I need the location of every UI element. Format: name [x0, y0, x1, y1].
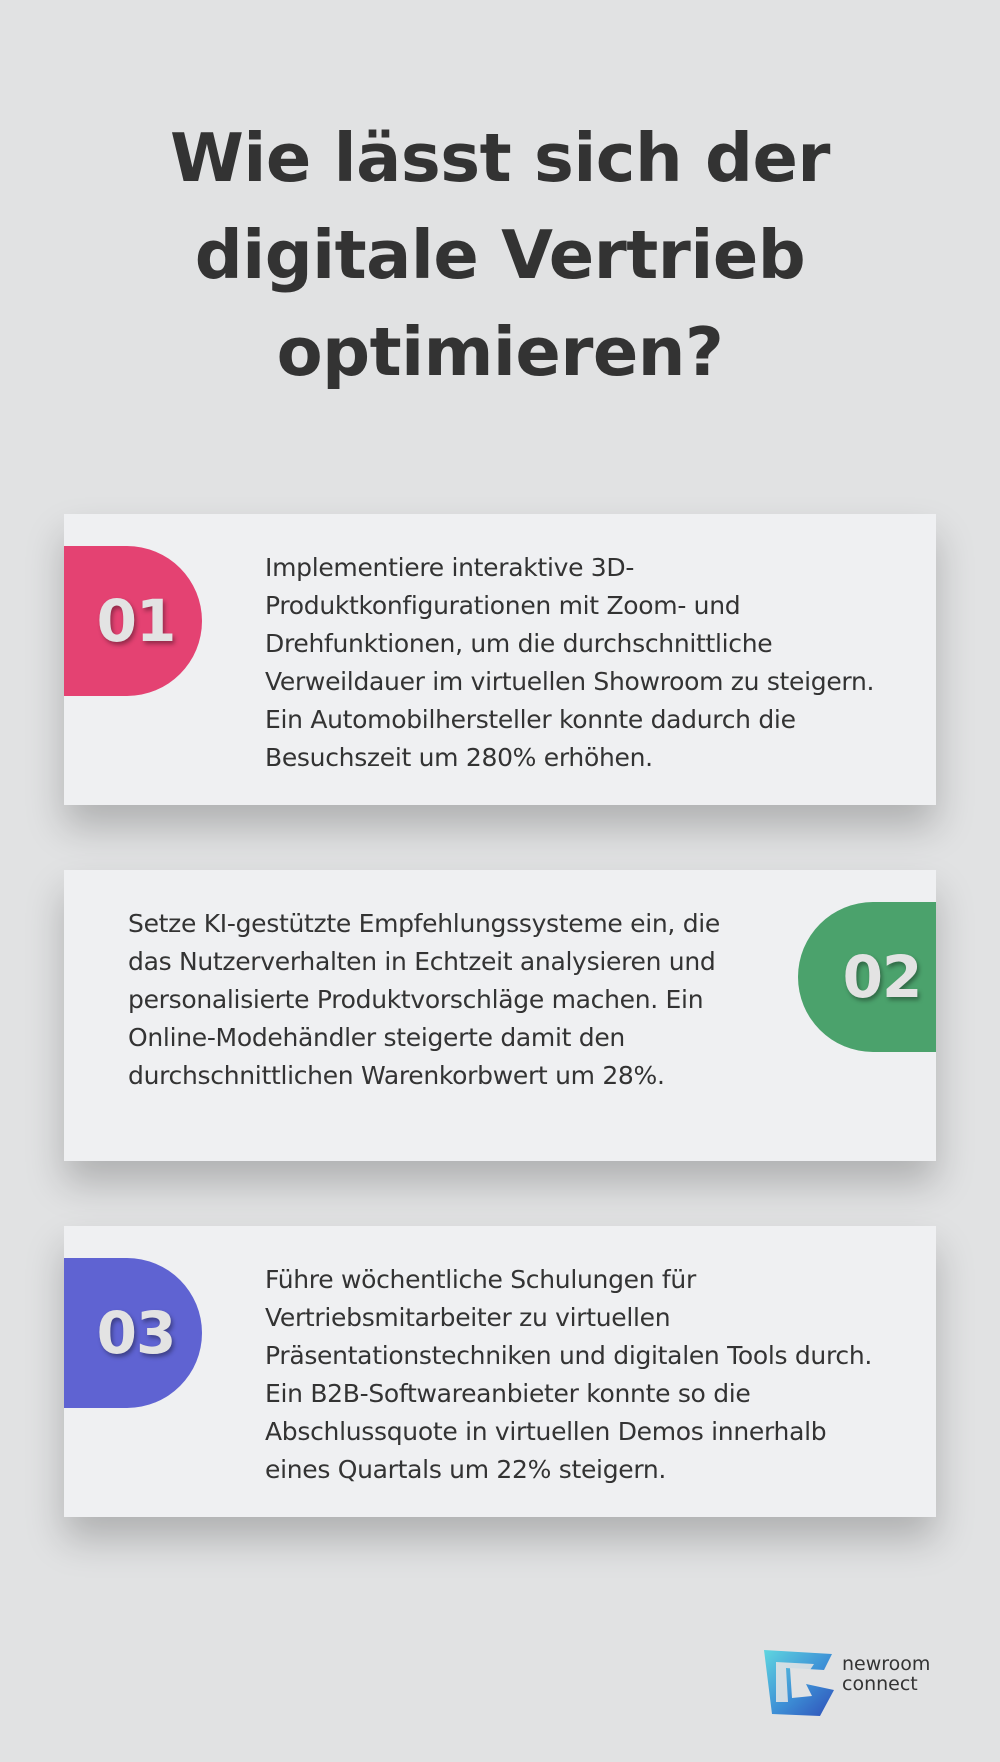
- logo-line-1: newroom: [842, 1653, 931, 1675]
- tip-text: Setze KI-gestützte Empfehlungssysteme ein, die das Nutzerverhalten in Echtzeit analysieren und personalisierte Produktvorschläge machen. Ein Online-Modehändler steigerte damit den durchschnittlichen Warenkorbwert um 28%.: [128, 909, 721, 1090]
- page-title: Wie lässt sich der digitale Vertrieb optimieren?: [170, 119, 830, 391]
- step-number: 01: [96, 587, 176, 655]
- logo-line-2: connect: [842, 1673, 918, 1695]
- step-badge-1: [64, 546, 202, 696]
- tip-card-1: [64, 514, 936, 805]
- step-number: 02: [842, 943, 922, 1011]
- tip-text: Implementiere interaktive 3D-Produktkonfigurationen mit Zoom- und Drehfunktionen, um die durchschnittliche Verweildauer im virtuellen Showroom zu steigern. Ein Automobilhersteller konnte dadurch die Besuchszeit um 280% erhöhen.: [265, 553, 875, 772]
- step-badge-3: [64, 1258, 202, 1408]
- tip-card-3: [64, 1226, 936, 1517]
- tip-card-2: [64, 870, 936, 1161]
- tip-text: Führe wöchentliche Schulungen für Vertriebsmitarbeiter zu virtuellen Präsentationstechniken und digitalen Tools durch. Ein B2B-Softwareanbieter konnte so die Abschlussquote in virtuellen Demos innerhalb eines Quartals um 22% steigern.: [265, 1265, 873, 1484]
- step-badge-2: [798, 902, 936, 1052]
- step-number: 03: [96, 1299, 176, 1367]
- logo-wordmark: [842, 1654, 930, 1694]
- brand-logo: [762, 1646, 942, 1720]
- newroom-connect-logo-icon: [762, 1646, 840, 1718]
